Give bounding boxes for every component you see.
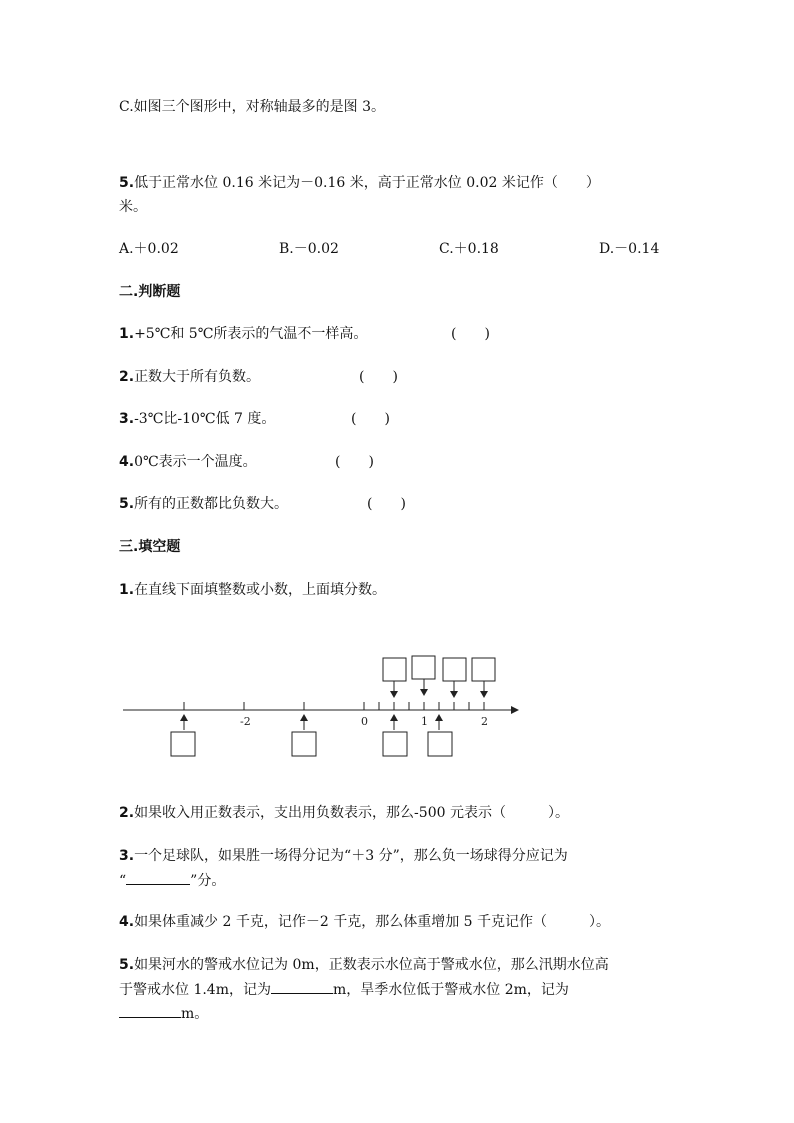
answer-box-top[interactable] (383, 658, 406, 681)
down-arrowheads (390, 689, 488, 698)
section-title-fill-in: 三.填空题 (119, 539, 181, 555)
answer-blank[interactable] (271, 979, 333, 994)
fill-question-5-line3 (119, 1003, 208, 1024)
question-number: 4. (119, 454, 135, 470)
tick-marks (184, 702, 484, 710)
question-number: 5. (119, 496, 135, 512)
mc-question-5-continued: 米。 (119, 199, 147, 215)
question-number: 3. (119, 411, 135, 427)
question-text: 在直线下面填整数或小数，上面填分数。 (134, 582, 387, 598)
question-text: 于警戒水位 1.4m，记为 (119, 982, 271, 998)
question-text: m。 (181, 1006, 209, 1022)
axis-arrowhead (511, 706, 519, 714)
answer-parentheses[interactable]: ( ) (335, 454, 374, 470)
answer-box-top[interactable] (472, 658, 495, 681)
answer-blank[interactable] (119, 1003, 181, 1018)
answer-box-top[interactable] (412, 656, 435, 679)
question-number: 1. (119, 326, 135, 342)
question-number: 2. (119, 805, 135, 821)
judge-item-4 (119, 452, 257, 472)
upper-answer-boxes (383, 656, 495, 681)
option-a[interactable]: A.＋0.02 (119, 241, 179, 257)
section-title-judgement: 二.判断题 (119, 284, 181, 300)
up-arrowheads (180, 714, 443, 721)
answer-box-top[interactable] (443, 658, 466, 681)
question-number: 5. (119, 957, 135, 973)
fill-question-5 (119, 955, 609, 975)
fill-question-2 (119, 803, 569, 823)
question-text: 所有的正数都比负数大。 (134, 496, 289, 512)
answer-parentheses[interactable]: ( ) (359, 369, 398, 385)
number-line-figure (115, 650, 535, 760)
fill-question-4 (119, 912, 610, 932)
quote-close-text: ”分。 (190, 873, 226, 889)
mc-question-5 (119, 173, 600, 193)
fill-question-5-line2 (119, 979, 569, 1000)
question-text: +5℃和 5℃所表示的气温不一样高。 (134, 326, 368, 342)
up-arrows (184, 718, 439, 730)
question-number: 4. (119, 914, 135, 930)
answer-box-bottom[interactable] (428, 732, 452, 756)
question-text: -3℃比-10℃低 7 度。 (134, 411, 276, 427)
question-text: 一个足球队，如果胜一场得分记为“＋3 分”，那么负一场球得分应记为 (134, 848, 568, 864)
question-number: 2. (119, 369, 135, 385)
answer-box-bottom[interactable] (171, 732, 195, 756)
question-number: 5. (119, 175, 135, 191)
answer-blank[interactable] (126, 870, 190, 885)
judge-item-3 (119, 409, 275, 429)
fill-question-3-continued (119, 870, 225, 891)
option-c[interactable]: C.＋0.18 (439, 241, 499, 257)
option-d[interactable]: D.－0.14 (599, 241, 660, 257)
question-text: 如果收入用正数表示，支出用负数表示，那么-500 元表示（ ）。 (134, 805, 569, 821)
question-text: 低于正常水位 0.16 米记为－0.16 米，高于正常水位 0.02 米记作（ ） (134, 175, 600, 191)
quote-open: “ (119, 873, 127, 889)
question-text: 如果河水的警戒水位记为 0m，正数表示水位高于警戒水位，那么汛期水位高 (134, 957, 609, 973)
tick-label-2: 2 (481, 715, 488, 728)
answer-parentheses[interactable]: ( ) (367, 496, 406, 512)
tick-label-neg2: -2 (240, 715, 251, 728)
answer-parentheses[interactable]: ( ) (451, 326, 490, 342)
question-text: 0℃表示一个温度。 (134, 454, 257, 470)
previous-option-c: C.如图三个图形中，对称轴最多的是图 3。 (119, 99, 386, 115)
judge-item-1 (119, 324, 367, 344)
answer-box-bottom[interactable] (292, 732, 316, 756)
judge-item-2 (119, 367, 260, 387)
tick-label-1: 1 (421, 715, 428, 728)
fill-question-1 (119, 580, 386, 600)
fill-question-3 (119, 846, 568, 866)
judge-item-5 (119, 494, 288, 514)
answer-parentheses[interactable]: ( ) (351, 411, 390, 427)
lower-answer-boxes (171, 732, 452, 756)
question-text: m，旱季水位低于警戒水位 2m，记为 (333, 982, 569, 998)
answer-box-bottom[interactable] (383, 732, 407, 756)
tick-label-0: 0 (361, 715, 368, 728)
question-number: 3. (119, 848, 135, 864)
question-text: 正数大于所有负数。 (134, 369, 261, 385)
question-number: 1. (119, 582, 135, 598)
question-text: 如果体重减少 2 千克，记作－2 千克，那么体重增加 5 千克记作（ ）。 (134, 914, 611, 930)
down-arrows (394, 679, 484, 694)
option-b[interactable]: B.－0.02 (279, 241, 339, 257)
